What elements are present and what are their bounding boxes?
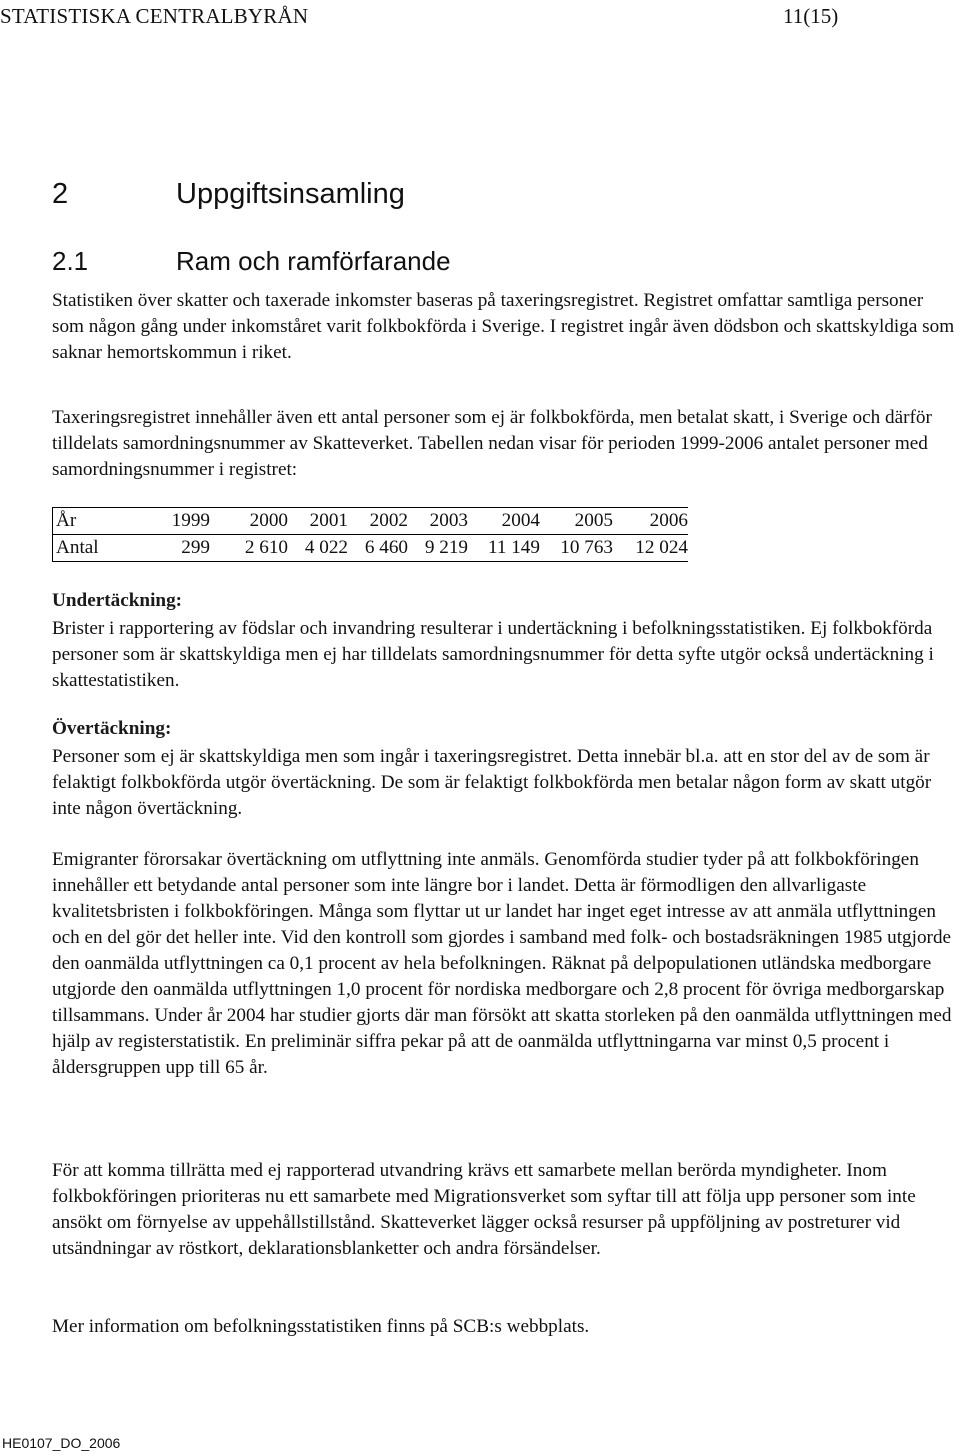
samordningsnummer-table	[52, 507, 688, 562]
year-cell: 2005	[540, 508, 613, 535]
count-cell: 4 022	[288, 535, 348, 562]
row-label-count: Antal	[52, 535, 152, 562]
undertackning-text: Brister i rapportering av födslar och invandring resulterar i undertäckning i befolkningsstatistiken. Ej folkbokförda personer som är skattskyldiga men ej har tilldelats samordningsnummer för detta syfte utgör också undertäckning i skattestatistiken.	[52, 618, 934, 691]
chapter-heading	[52, 178, 405, 211]
samarbete-paragraph: För att komma tillrätta med ej rapporterad utvandring krävs ett samarbete mellan berörda myndigheter. Inom folkbokföringen prioriteras nu ett samarbete med Migrationsverket som syftar till att följa upp personer som inte ansökt om förnyelse av uppehållstillstånd. Skatteverket lägger också resurser på uppföljning av postreturer vid utsändningar av röstkort, deklarationsblanketter och andra försändelser.	[52, 1160, 916, 1259]
count-cell: 9 219	[408, 535, 468, 562]
paragraph-samordningsnummer: Taxeringsregistret innehåller även ett antal personer som ej är folkbokförda, men betalat skatt, i Sverige och därför tilldelats samordningsnummer av Skatteverket. Tabellen nedan visar för perioden 1999-2006 antalet personer med samordningsnummer i registret:	[52, 407, 932, 480]
paragraph-intro: Statistiken över skatter och taxerade inkomster baseras på taxeringsregistret. Registret omfattar samtliga personer som någon gång under inkomståret varit folkbokförda i Sverige. I registret ingår även dödsbon och skattskyldiga som saknar hemortskommun i riket.	[52, 290, 955, 363]
table-row-years	[52, 508, 688, 535]
year-cell: 1999	[152, 508, 210, 535]
overtackning-heading: Övertäckning:	[52, 718, 172, 739]
year-cell: 2004	[468, 508, 540, 535]
year-cell: 2001	[288, 508, 348, 535]
undertackning-heading: Undertäckning:	[52, 590, 183, 611]
count-cell: 11 149	[468, 535, 540, 562]
count-cell: 299	[152, 535, 210, 562]
emigranter-paragraph: Emigranter förorsakar övertäckning om utflyttning inte anmäls. Genomförda studier tyder på att folkbokföringen innehåller ett betydande antal personer som inte längre bor i landet. Detta är förmodligen den allvarligaste kvalitetsbristen i folkbokföringen. Många som flyttar ut ur landet har inget eget intresse av att anmäla utflyttningen och en del gör det heller inte. Vid den kontroll som gjordes i samband med folk- och bostadsräkningen 1985 utgjorde den oanmälda utflyttningen ca 0,1 procent av hela befolkningen. Räknat på delpopulationen utländska medborgare utgjorde den oanmälda utflyttningen 1,0 procent för nordiska medborgare och 2,8 procent för övriga medborgarskap tillsammans. Under år 2004 har studier gjorts där man försökt att skatta storleken på den oanmälda utflyttningen med hjälp av registerstatistik. En preliminär siffra pekar på att de oanmälda utflyttningarna var minst 0,5 procent i åldersgruppen upp till 65 år.	[52, 849, 952, 1078]
count-cell: 2 610	[210, 535, 288, 562]
mer-information-paragraph: Mer information om befolkningsstatistiken finns på SCB:s webbplats.	[52, 1316, 590, 1337]
year-cell: 2006	[613, 508, 688, 535]
year-cell: 2003	[408, 508, 468, 535]
count-cell: 6 460	[348, 535, 408, 562]
row-label-year: År	[52, 508, 152, 535]
page-number: 11(15)	[783, 4, 839, 28]
header-organization: STATISTISKA CENTRALBYRÅN	[0, 4, 309, 28]
chapter-title: Uppgiftsinsamling	[176, 178, 405, 210]
year-cell: 2002	[348, 508, 408, 535]
section-heading	[52, 246, 451, 277]
overtackning-text: Personer som ej är skattskyldiga men som ingår i taxeringsregistret. Detta innebär bl.a. att en stor del av de som är felaktigt folkbokförda utgör övertäckning. De som är felaktigt folkbokförda men betalar någon form av skatt utgör inte någon övertäckning.	[52, 746, 932, 819]
document-id: HE0107_DO_2006	[2, 1435, 121, 1451]
chapter-number: 2	[52, 178, 69, 210]
table-row-counts	[52, 535, 688, 562]
count-cell: 12 024	[613, 535, 688, 562]
year-cell: 2000	[210, 508, 288, 535]
section-title: Ram och ramförfarande	[176, 246, 451, 276]
count-cell: 10 763	[540, 535, 613, 562]
section-number: 2.1	[52, 246, 89, 276]
